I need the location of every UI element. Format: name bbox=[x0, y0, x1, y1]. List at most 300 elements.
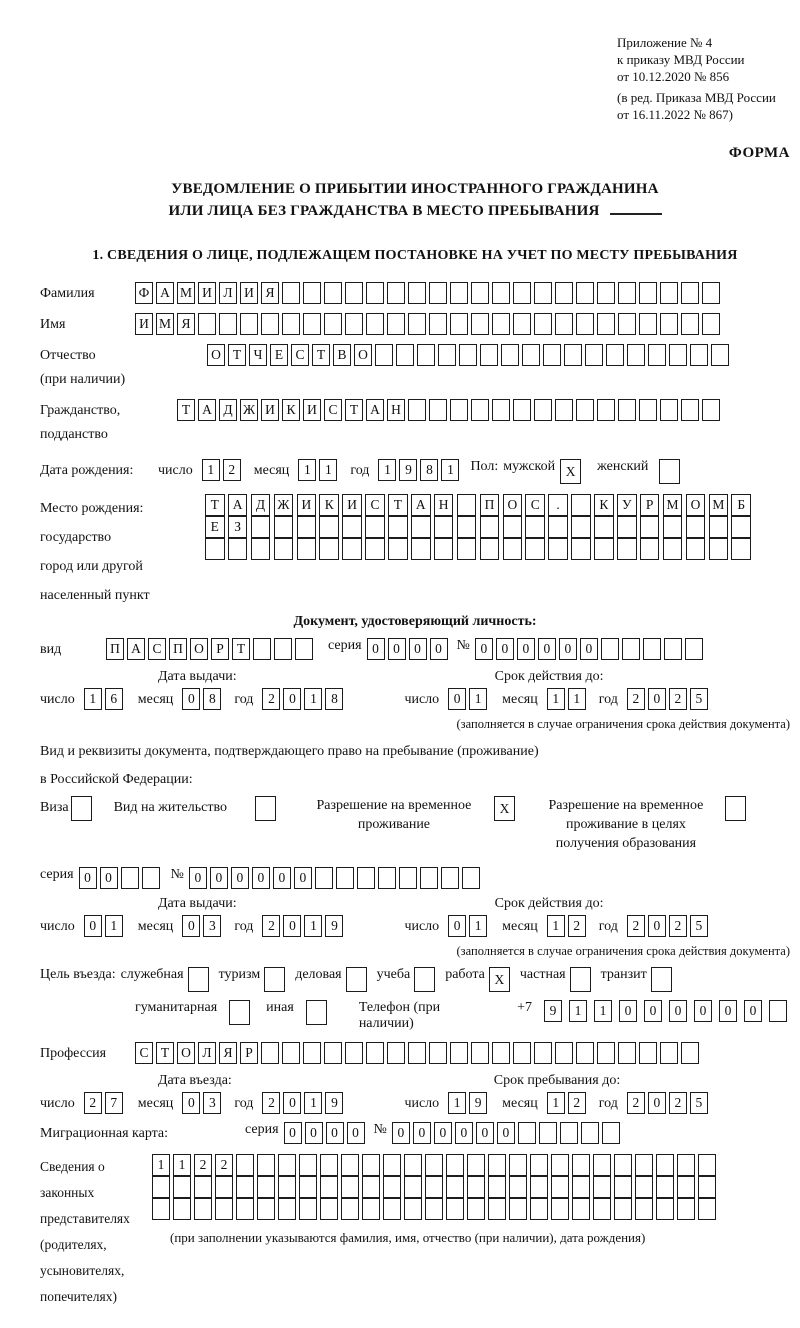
char-cell[interactable] bbox=[664, 638, 682, 660]
char-cell[interactable] bbox=[282, 313, 300, 335]
char-cell[interactable] bbox=[509, 1198, 527, 1220]
char-cell[interactable] bbox=[576, 313, 594, 335]
char-cell[interactable] bbox=[709, 516, 729, 538]
char-cell[interactable] bbox=[342, 538, 362, 560]
char-cell[interactable]: Т bbox=[177, 399, 195, 421]
char-cell[interactable] bbox=[441, 867, 459, 889]
char-cell[interactable] bbox=[576, 399, 594, 421]
char-cell[interactable] bbox=[257, 1198, 275, 1220]
char-cell[interactable]: 1 bbox=[547, 915, 565, 937]
char-cell[interactable]: 0 bbox=[669, 1000, 687, 1022]
char-cell[interactable]: 1 bbox=[105, 915, 123, 937]
char-cell[interactable]: 2 bbox=[223, 459, 241, 481]
char-cell[interactable] bbox=[387, 1042, 405, 1064]
char-cell[interactable] bbox=[522, 344, 540, 366]
char-cell[interactable]: 0 bbox=[413, 1122, 431, 1144]
char-cell[interactable] bbox=[548, 538, 568, 560]
char-cell[interactable] bbox=[593, 1154, 611, 1176]
char-cell[interactable] bbox=[663, 516, 683, 538]
char-cell[interactable] bbox=[643, 638, 661, 660]
char-cell[interactable]: 1 bbox=[469, 688, 487, 710]
char-cell[interactable]: 0 bbox=[475, 638, 493, 660]
char-cell[interactable] bbox=[425, 1176, 443, 1198]
char-cell[interactable] bbox=[614, 1154, 632, 1176]
char-cell[interactable]: 6 bbox=[105, 688, 123, 710]
char-cell[interactable] bbox=[408, 282, 426, 304]
char-cell[interactable] bbox=[711, 344, 729, 366]
char-cell[interactable] bbox=[639, 399, 657, 421]
char-cell[interactable] bbox=[408, 399, 426, 421]
char-cell[interactable]: Р bbox=[240, 1042, 258, 1064]
char-cell[interactable] bbox=[236, 1154, 254, 1176]
char-cell[interactable] bbox=[357, 867, 375, 889]
char-cell[interactable] bbox=[365, 538, 385, 560]
char-cell[interactable] bbox=[656, 1154, 674, 1176]
char-cell[interactable] bbox=[660, 282, 678, 304]
char-cell[interactable]: А bbox=[366, 399, 384, 421]
char-cell[interactable]: Ж bbox=[240, 399, 258, 421]
char-cell[interactable] bbox=[467, 1176, 485, 1198]
char-cell[interactable] bbox=[383, 1198, 401, 1220]
char-cell[interactable] bbox=[648, 344, 666, 366]
char-cell[interactable] bbox=[663, 538, 683, 560]
char-cell[interactable]: Е bbox=[270, 344, 288, 366]
char-cell[interactable]: 5 bbox=[690, 1092, 708, 1114]
char-cell[interactable]: Л bbox=[219, 282, 237, 304]
char-cell[interactable] bbox=[530, 1198, 548, 1220]
char-cell[interactable]: 2 bbox=[262, 1092, 280, 1114]
char-cell[interactable]: 1 bbox=[569, 1000, 587, 1022]
char-cell[interactable] bbox=[467, 1154, 485, 1176]
char-cell[interactable] bbox=[725, 796, 746, 821]
char-cell[interactable] bbox=[457, 538, 477, 560]
char-cell[interactable] bbox=[731, 516, 751, 538]
char-cell[interactable] bbox=[450, 282, 468, 304]
char-cell[interactable] bbox=[640, 538, 660, 560]
char-cell[interactable] bbox=[434, 538, 454, 560]
char-cell[interactable] bbox=[572, 1176, 590, 1198]
char-cell[interactable] bbox=[597, 313, 615, 335]
char-cell[interactable] bbox=[576, 282, 594, 304]
char-cell[interactable] bbox=[570, 967, 591, 992]
char-cell[interactable] bbox=[571, 538, 591, 560]
char-cell[interactable] bbox=[525, 538, 545, 560]
char-cell[interactable] bbox=[492, 313, 510, 335]
char-cell[interactable] bbox=[411, 516, 431, 538]
char-cell[interactable] bbox=[366, 1042, 384, 1064]
char-cell[interactable]: 0 bbox=[719, 1000, 737, 1022]
char-cell[interactable] bbox=[399, 867, 417, 889]
char-cell[interactable] bbox=[257, 1176, 275, 1198]
char-cell[interactable]: 0 bbox=[182, 1092, 200, 1114]
char-cell[interactable] bbox=[383, 1154, 401, 1176]
char-cell[interactable] bbox=[635, 1176, 653, 1198]
char-cell[interactable]: 0 bbox=[252, 867, 270, 889]
char-cell[interactable] bbox=[253, 638, 271, 660]
char-cell[interactable] bbox=[299, 1198, 317, 1220]
char-cell[interactable] bbox=[656, 1198, 674, 1220]
char-cell[interactable]: И bbox=[342, 494, 362, 516]
char-cell[interactable] bbox=[471, 313, 489, 335]
char-cell[interactable]: П bbox=[106, 638, 124, 660]
char-cell[interactable] bbox=[274, 516, 294, 538]
char-cell[interactable] bbox=[320, 1154, 338, 1176]
char-cell[interactable] bbox=[255, 796, 276, 821]
char-cell[interactable] bbox=[324, 313, 342, 335]
char-cell[interactable] bbox=[429, 313, 447, 335]
char-cell[interactable]: 0 bbox=[283, 915, 301, 937]
char-cell[interactable]: Т bbox=[345, 399, 363, 421]
char-cell[interactable] bbox=[198, 313, 216, 335]
char-cell[interactable] bbox=[425, 1198, 443, 1220]
char-cell[interactable] bbox=[677, 1198, 695, 1220]
char-cell[interactable] bbox=[597, 282, 615, 304]
char-cell[interactable] bbox=[236, 1198, 254, 1220]
char-cell[interactable]: К bbox=[319, 494, 339, 516]
char-cell[interactable] bbox=[366, 313, 384, 335]
char-cell[interactable] bbox=[299, 1154, 317, 1176]
char-cell[interactable]: 1 bbox=[469, 915, 487, 937]
char-cell[interactable]: Ч bbox=[249, 344, 267, 366]
char-cell[interactable] bbox=[635, 1198, 653, 1220]
char-cell[interactable] bbox=[152, 1198, 170, 1220]
char-cell[interactable]: И bbox=[261, 399, 279, 421]
char-cell[interactable] bbox=[480, 344, 498, 366]
char-cell[interactable] bbox=[251, 516, 271, 538]
char-cell[interactable] bbox=[324, 282, 342, 304]
char-cell[interactable] bbox=[341, 1154, 359, 1176]
char-cell[interactable]: 0 bbox=[476, 1122, 494, 1144]
char-cell[interactable] bbox=[509, 1176, 527, 1198]
char-cell[interactable]: 0 bbox=[496, 638, 514, 660]
char-cell[interactable] bbox=[341, 1176, 359, 1198]
char-cell[interactable]: И bbox=[198, 282, 216, 304]
char-cell[interactable]: В bbox=[333, 344, 351, 366]
char-cell[interactable] bbox=[594, 538, 614, 560]
char-cell[interactable] bbox=[173, 1176, 191, 1198]
char-cell[interactable] bbox=[459, 344, 477, 366]
char-cell[interactable] bbox=[396, 344, 414, 366]
char-cell[interactable]: Я bbox=[177, 313, 195, 335]
char-cell[interactable] bbox=[530, 1176, 548, 1198]
char-cell[interactable]: М bbox=[663, 494, 683, 516]
char-cell[interactable] bbox=[677, 1154, 695, 1176]
char-cell[interactable]: 1 bbox=[298, 459, 316, 481]
char-cell[interactable] bbox=[274, 538, 294, 560]
char-cell[interactable]: А bbox=[411, 494, 431, 516]
char-cell[interactable] bbox=[513, 282, 531, 304]
char-cell[interactable] bbox=[434, 516, 454, 538]
char-cell[interactable]: 0 bbox=[326, 1122, 344, 1144]
char-cell[interactable]: О bbox=[686, 494, 706, 516]
char-cell[interactable] bbox=[414, 967, 435, 992]
char-cell[interactable]: Ф bbox=[135, 282, 153, 304]
char-cell[interactable] bbox=[534, 282, 552, 304]
char-cell[interactable] bbox=[555, 1042, 573, 1064]
char-cell[interactable]: Т bbox=[156, 1042, 174, 1064]
char-cell[interactable] bbox=[408, 1042, 426, 1064]
char-cell[interactable]: М bbox=[177, 282, 195, 304]
char-cell[interactable] bbox=[593, 1198, 611, 1220]
char-cell[interactable]: 0 bbox=[744, 1000, 762, 1022]
char-cell[interactable] bbox=[593, 1176, 611, 1198]
char-cell[interactable] bbox=[709, 538, 729, 560]
char-cell[interactable] bbox=[324, 1042, 342, 1064]
char-cell[interactable] bbox=[618, 399, 636, 421]
char-cell[interactable]: С bbox=[148, 638, 166, 660]
char-cell[interactable] bbox=[264, 967, 285, 992]
char-cell[interactable] bbox=[639, 282, 657, 304]
char-cell[interactable] bbox=[303, 282, 321, 304]
char-cell[interactable] bbox=[152, 1176, 170, 1198]
char-cell[interactable] bbox=[627, 344, 645, 366]
char-cell[interactable]: 1 bbox=[319, 459, 337, 481]
char-cell[interactable] bbox=[215, 1198, 233, 1220]
char-cell[interactable]: М bbox=[709, 494, 729, 516]
char-cell[interactable]: Т bbox=[205, 494, 225, 516]
char-cell[interactable]: 2 bbox=[669, 688, 687, 710]
char-cell[interactable] bbox=[383, 1176, 401, 1198]
char-cell[interactable]: 0 bbox=[538, 638, 556, 660]
char-cell[interactable] bbox=[614, 1198, 632, 1220]
char-cell[interactable]: 2 bbox=[194, 1154, 212, 1176]
char-cell[interactable] bbox=[534, 399, 552, 421]
char-cell[interactable]: 2 bbox=[262, 688, 280, 710]
char-cell[interactable] bbox=[205, 538, 225, 560]
char-cell[interactable] bbox=[261, 1042, 279, 1064]
char-cell[interactable] bbox=[564, 344, 582, 366]
char-cell[interactable]: О bbox=[177, 1042, 195, 1064]
char-cell[interactable] bbox=[492, 1042, 510, 1064]
char-cell[interactable]: Н bbox=[434, 494, 454, 516]
char-cell[interactable] bbox=[618, 313, 636, 335]
char-cell[interactable]: 2 bbox=[84, 1092, 102, 1114]
char-cell[interactable] bbox=[677, 1176, 695, 1198]
char-cell[interactable] bbox=[518, 1122, 536, 1144]
char-cell[interactable]: М bbox=[156, 313, 174, 335]
char-cell[interactable]: 3 bbox=[203, 915, 221, 937]
char-cell[interactable] bbox=[594, 516, 614, 538]
char-cell[interactable] bbox=[660, 1042, 678, 1064]
char-cell[interactable] bbox=[660, 313, 678, 335]
char-cell[interactable]: 2 bbox=[669, 1092, 687, 1114]
char-cell[interactable] bbox=[686, 516, 706, 538]
char-cell[interactable]: 0 bbox=[189, 867, 207, 889]
char-cell[interactable]: Б bbox=[731, 494, 751, 516]
char-cell[interactable] bbox=[306, 1000, 327, 1025]
char-cell[interactable] bbox=[446, 1176, 464, 1198]
char-cell[interactable] bbox=[617, 538, 637, 560]
char-cell[interactable] bbox=[571, 494, 591, 516]
char-cell[interactable] bbox=[320, 1198, 338, 1220]
char-cell[interactable] bbox=[698, 1198, 716, 1220]
char-cell[interactable]: 0 bbox=[644, 1000, 662, 1022]
char-cell[interactable]: 0 bbox=[434, 1122, 452, 1144]
char-cell[interactable]: О bbox=[190, 638, 208, 660]
char-cell[interactable] bbox=[408, 313, 426, 335]
char-cell[interactable] bbox=[320, 1176, 338, 1198]
char-cell[interactable] bbox=[261, 313, 279, 335]
char-cell[interactable] bbox=[236, 1176, 254, 1198]
char-cell[interactable]: 0 bbox=[210, 867, 228, 889]
char-cell[interactable] bbox=[602, 1122, 620, 1144]
char-cell[interactable] bbox=[534, 313, 552, 335]
char-cell[interactable]: 5 bbox=[690, 688, 708, 710]
char-cell[interactable]: 0 bbox=[409, 638, 427, 660]
char-cell[interactable] bbox=[240, 313, 258, 335]
char-cell[interactable] bbox=[429, 282, 447, 304]
char-cell[interactable]: 0 bbox=[305, 1122, 323, 1144]
char-cell[interactable]: У bbox=[617, 494, 637, 516]
char-cell[interactable]: 9 bbox=[399, 459, 417, 481]
char-cell[interactable]: 0 bbox=[448, 915, 466, 937]
char-cell[interactable] bbox=[597, 399, 615, 421]
char-cell[interactable]: Р bbox=[211, 638, 229, 660]
char-cell[interactable]: Ж bbox=[274, 494, 294, 516]
char-cell[interactable] bbox=[387, 313, 405, 335]
char-cell[interactable]: П bbox=[169, 638, 187, 660]
char-cell[interactable] bbox=[411, 538, 431, 560]
char-cell[interactable] bbox=[622, 638, 640, 660]
char-cell[interactable] bbox=[576, 1042, 594, 1064]
char-cell[interactable]: 0 bbox=[497, 1122, 515, 1144]
char-cell[interactable] bbox=[639, 313, 657, 335]
char-cell[interactable]: 0 bbox=[347, 1122, 365, 1144]
char-cell[interactable] bbox=[438, 344, 456, 366]
char-cell[interactable] bbox=[450, 399, 468, 421]
char-cell[interactable] bbox=[467, 1198, 485, 1220]
char-cell[interactable] bbox=[319, 538, 339, 560]
char-cell[interactable]: 2 bbox=[568, 915, 586, 937]
char-cell[interactable] bbox=[480, 538, 500, 560]
char-cell[interactable]: Л bbox=[198, 1042, 216, 1064]
char-cell[interactable] bbox=[404, 1198, 422, 1220]
char-cell[interactable] bbox=[681, 313, 699, 335]
char-cell[interactable]: 8 bbox=[203, 688, 221, 710]
char-cell[interactable]: X bbox=[489, 967, 510, 992]
char-cell[interactable]: 0 bbox=[231, 867, 249, 889]
char-cell[interactable] bbox=[229, 1000, 250, 1025]
char-cell[interactable]: 9 bbox=[469, 1092, 487, 1114]
char-cell[interactable] bbox=[173, 1198, 191, 1220]
char-cell[interactable]: 1 bbox=[547, 1092, 565, 1114]
char-cell[interactable] bbox=[686, 538, 706, 560]
char-cell[interactable] bbox=[690, 344, 708, 366]
char-cell[interactable] bbox=[282, 1042, 300, 1064]
char-cell[interactable] bbox=[457, 494, 477, 516]
char-cell[interactable]: С bbox=[525, 494, 545, 516]
char-cell[interactable] bbox=[362, 1176, 380, 1198]
char-cell[interactable]: 9 bbox=[325, 915, 343, 937]
char-cell[interactable] bbox=[635, 1154, 653, 1176]
char-cell[interactable] bbox=[366, 282, 384, 304]
char-cell[interactable]: 1 bbox=[441, 459, 459, 481]
char-cell[interactable] bbox=[585, 344, 603, 366]
char-cell[interactable] bbox=[513, 399, 531, 421]
char-cell[interactable]: 2 bbox=[568, 1092, 586, 1114]
char-cell[interactable] bbox=[388, 538, 408, 560]
char-cell[interactable] bbox=[539, 1122, 557, 1144]
char-cell[interactable]: X bbox=[560, 459, 581, 484]
char-cell[interactable] bbox=[681, 282, 699, 304]
char-cell[interactable]: И bbox=[303, 399, 321, 421]
char-cell[interactable] bbox=[362, 1154, 380, 1176]
char-cell[interactable]: А bbox=[198, 399, 216, 421]
char-cell[interactable] bbox=[597, 1042, 615, 1064]
char-cell[interactable]: 9 bbox=[325, 1092, 343, 1114]
char-cell[interactable] bbox=[425, 1154, 443, 1176]
char-cell[interactable] bbox=[450, 313, 468, 335]
char-cell[interactable] bbox=[345, 282, 363, 304]
char-cell[interactable]: 1 bbox=[304, 915, 322, 937]
char-cell[interactable]: Т bbox=[232, 638, 250, 660]
char-cell[interactable]: 9 bbox=[544, 1000, 562, 1022]
char-cell[interactable] bbox=[429, 399, 447, 421]
char-cell[interactable] bbox=[228, 538, 248, 560]
char-cell[interactable]: 2 bbox=[627, 915, 645, 937]
char-cell[interactable]: X bbox=[494, 796, 515, 821]
char-cell[interactable] bbox=[659, 459, 680, 484]
char-cell[interactable]: 1 bbox=[304, 1092, 322, 1114]
char-cell[interactable] bbox=[614, 1176, 632, 1198]
char-cell[interactable] bbox=[617, 516, 637, 538]
char-cell[interactable] bbox=[446, 1198, 464, 1220]
char-cell[interactable] bbox=[660, 399, 678, 421]
char-cell[interactable] bbox=[219, 313, 237, 335]
char-cell[interactable] bbox=[375, 344, 393, 366]
char-cell[interactable] bbox=[299, 1176, 317, 1198]
char-cell[interactable] bbox=[336, 867, 354, 889]
char-cell[interactable]: 2 bbox=[669, 915, 687, 937]
char-cell[interactable]: Т bbox=[388, 494, 408, 516]
char-cell[interactable]: 1 bbox=[378, 459, 396, 481]
char-cell[interactable]: 3 bbox=[203, 1092, 221, 1114]
char-cell[interactable]: 0 bbox=[283, 688, 301, 710]
char-cell[interactable]: А bbox=[127, 638, 145, 660]
char-cell[interactable]: 0 bbox=[559, 638, 577, 660]
char-cell[interactable]: И bbox=[297, 494, 317, 516]
char-cell[interactable] bbox=[297, 516, 317, 538]
char-cell[interactable]: 1 bbox=[594, 1000, 612, 1022]
char-cell[interactable] bbox=[257, 1154, 275, 1176]
char-cell[interactable]: 0 bbox=[294, 867, 312, 889]
char-cell[interactable] bbox=[462, 867, 480, 889]
char-cell[interactable] bbox=[543, 344, 561, 366]
char-cell[interactable]: Т bbox=[312, 344, 330, 366]
char-cell[interactable]: 1 bbox=[448, 1092, 466, 1114]
char-cell[interactable] bbox=[503, 516, 523, 538]
char-cell[interactable] bbox=[551, 1176, 569, 1198]
char-cell[interactable]: О bbox=[207, 344, 225, 366]
char-cell[interactable] bbox=[471, 282, 489, 304]
char-cell[interactable] bbox=[488, 1154, 506, 1176]
char-cell[interactable]: 0 bbox=[648, 688, 666, 710]
char-cell[interactable] bbox=[501, 344, 519, 366]
char-cell[interactable] bbox=[698, 1176, 716, 1198]
char-cell[interactable] bbox=[509, 1154, 527, 1176]
char-cell[interactable]: 0 bbox=[517, 638, 535, 660]
char-cell[interactable] bbox=[555, 282, 573, 304]
char-cell[interactable] bbox=[572, 1198, 590, 1220]
char-cell[interactable] bbox=[640, 516, 660, 538]
char-cell[interactable] bbox=[551, 1198, 569, 1220]
char-cell[interactable]: С bbox=[291, 344, 309, 366]
char-cell[interactable] bbox=[342, 516, 362, 538]
char-cell[interactable]: . bbox=[548, 494, 568, 516]
char-cell[interactable] bbox=[345, 1042, 363, 1064]
char-cell[interactable]: 0 bbox=[694, 1000, 712, 1022]
char-cell[interactable] bbox=[571, 516, 591, 538]
